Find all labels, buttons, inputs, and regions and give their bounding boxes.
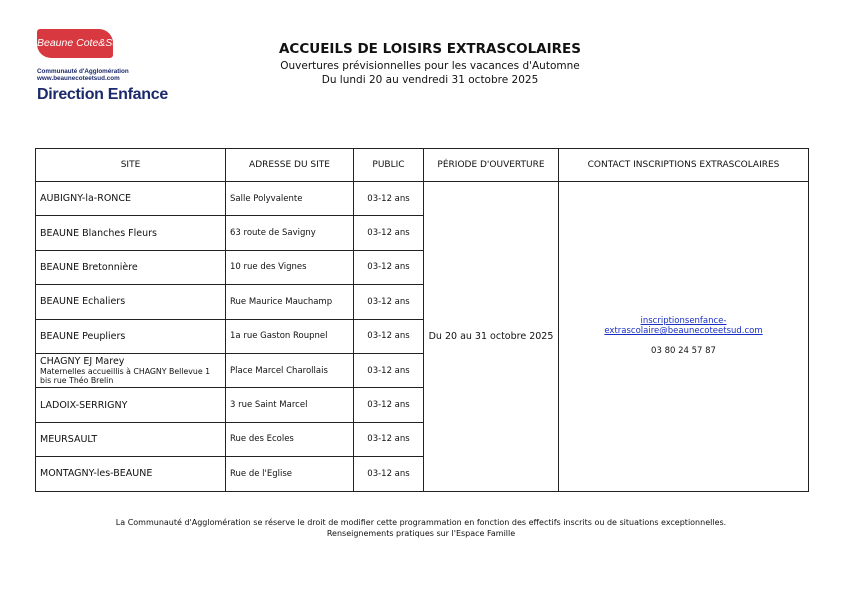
column-header-public: PUBLIC — [354, 149, 424, 182]
address-cell: 3 rue Saint Marcel — [226, 388, 354, 422]
public-cell: 03-12 ans — [354, 250, 424, 284]
address-cell: 10 rue des Vignes — [226, 250, 354, 284]
period-cell: Du 20 au 31 octobre 2025 — [424, 182, 559, 492]
public-cell: 03-12 ans — [354, 285, 424, 319]
site-name: MONTAGNY-les-BEAUNE — [40, 468, 153, 480]
site-name: BEAUNE Peupliers — [40, 330, 126, 342]
column-header-contact: CONTACT INSCRIPTIONS EXTRASCOLAIRES — [559, 149, 809, 182]
site-cell — [36, 285, 226, 319]
site-cell — [36, 182, 226, 216]
site-name: CHAGNY EJ Marey — [40, 356, 125, 368]
site-name: BEAUNE Blanches Fleurs — [40, 227, 157, 239]
website-label: www.beaunecoteetsud.com — [37, 75, 120, 82]
table-row — [36, 182, 809, 216]
site-cell — [36, 422, 226, 456]
column-header-period: PÉRIODE D'OUVERTURE — [424, 149, 559, 182]
site-cell — [36, 388, 226, 422]
page-dates: Du lundi 20 au vendredi 31 octobre 2025 — [321, 74, 539, 86]
contact-cell — [559, 182, 809, 492]
site-name: LADOIX-SERRIGNY — [40, 399, 128, 411]
footer-disclaimer: La Communauté d'Agglomération se réserve le droit de modifier cette programmation en fonction des effectifs inscrits ou de situations exceptionnelles. — [115, 518, 727, 527]
address-cell: Rue de l'Eglise — [226, 457, 354, 491]
public-cell: 03-12 ans — [354, 388, 424, 422]
site-note: Maternelles accueillis à CHAGNY Bellevue 1 bis rue Théo Brelin — [40, 367, 211, 386]
site-cell — [36, 216, 226, 250]
public-cell: 03-12 ans — [354, 182, 424, 216]
address-cell: Rue des Ecoles — [226, 422, 354, 456]
address-cell: Salle Polyvalente — [226, 182, 354, 216]
table-header-row — [36, 149, 809, 182]
address-cell: Rue Maurice Mauchamp — [226, 285, 354, 319]
public-cell: 03-12 ans — [354, 319, 424, 353]
department-label: Direction Enfance — [37, 86, 168, 103]
address-cell: Place Marcel Charollais — [226, 353, 354, 387]
contact-email-link[interactable]: inscriptionsenfance-extrascolaire@beaunecoteetsud.com — [604, 316, 763, 337]
public-cell: 03-12 ans — [354, 422, 424, 456]
public-cell: 03-12 ans — [354, 457, 424, 491]
schedule-table — [35, 148, 809, 492]
public-cell: 03-12 ans — [354, 216, 424, 250]
community-label: Communauté d'Agglomération — [37, 68, 129, 75]
site-name: BEAUNE Bretonnière — [40, 261, 138, 273]
page-title: ACCUEILS DE LOISIRS EXTRASCOLAIRES — [278, 41, 581, 57]
site-name: BEAUNE Echaliers — [40, 296, 126, 308]
site-cell — [36, 250, 226, 284]
address-cell: 63 route de Savigny — [226, 216, 354, 250]
contact-phone: 03 80 24 57 87 — [651, 346, 716, 357]
public-cell: 03-12 ans — [354, 353, 424, 387]
page-subtitle: Ouvertures prévisionnelles pour les vacances d'Automne — [280, 60, 580, 72]
site-name: AUBIGNY-la-RONCE — [40, 193, 132, 205]
brand-logo: Beaune Cote&Sud — [37, 29, 113, 58]
footer-info: Renseignements pratiques sur l'Espace Famille — [326, 529, 516, 538]
column-header-address: ADRESSE DU SITE — [226, 149, 354, 182]
site-cell — [36, 319, 226, 353]
column-header-site: SITE — [36, 149, 226, 182]
address-cell: 1a rue Gaston Roupnel — [226, 319, 354, 353]
site-name: MEURSAULT — [40, 433, 98, 445]
site-cell — [36, 457, 226, 491]
site-cell — [36, 353, 226, 387]
